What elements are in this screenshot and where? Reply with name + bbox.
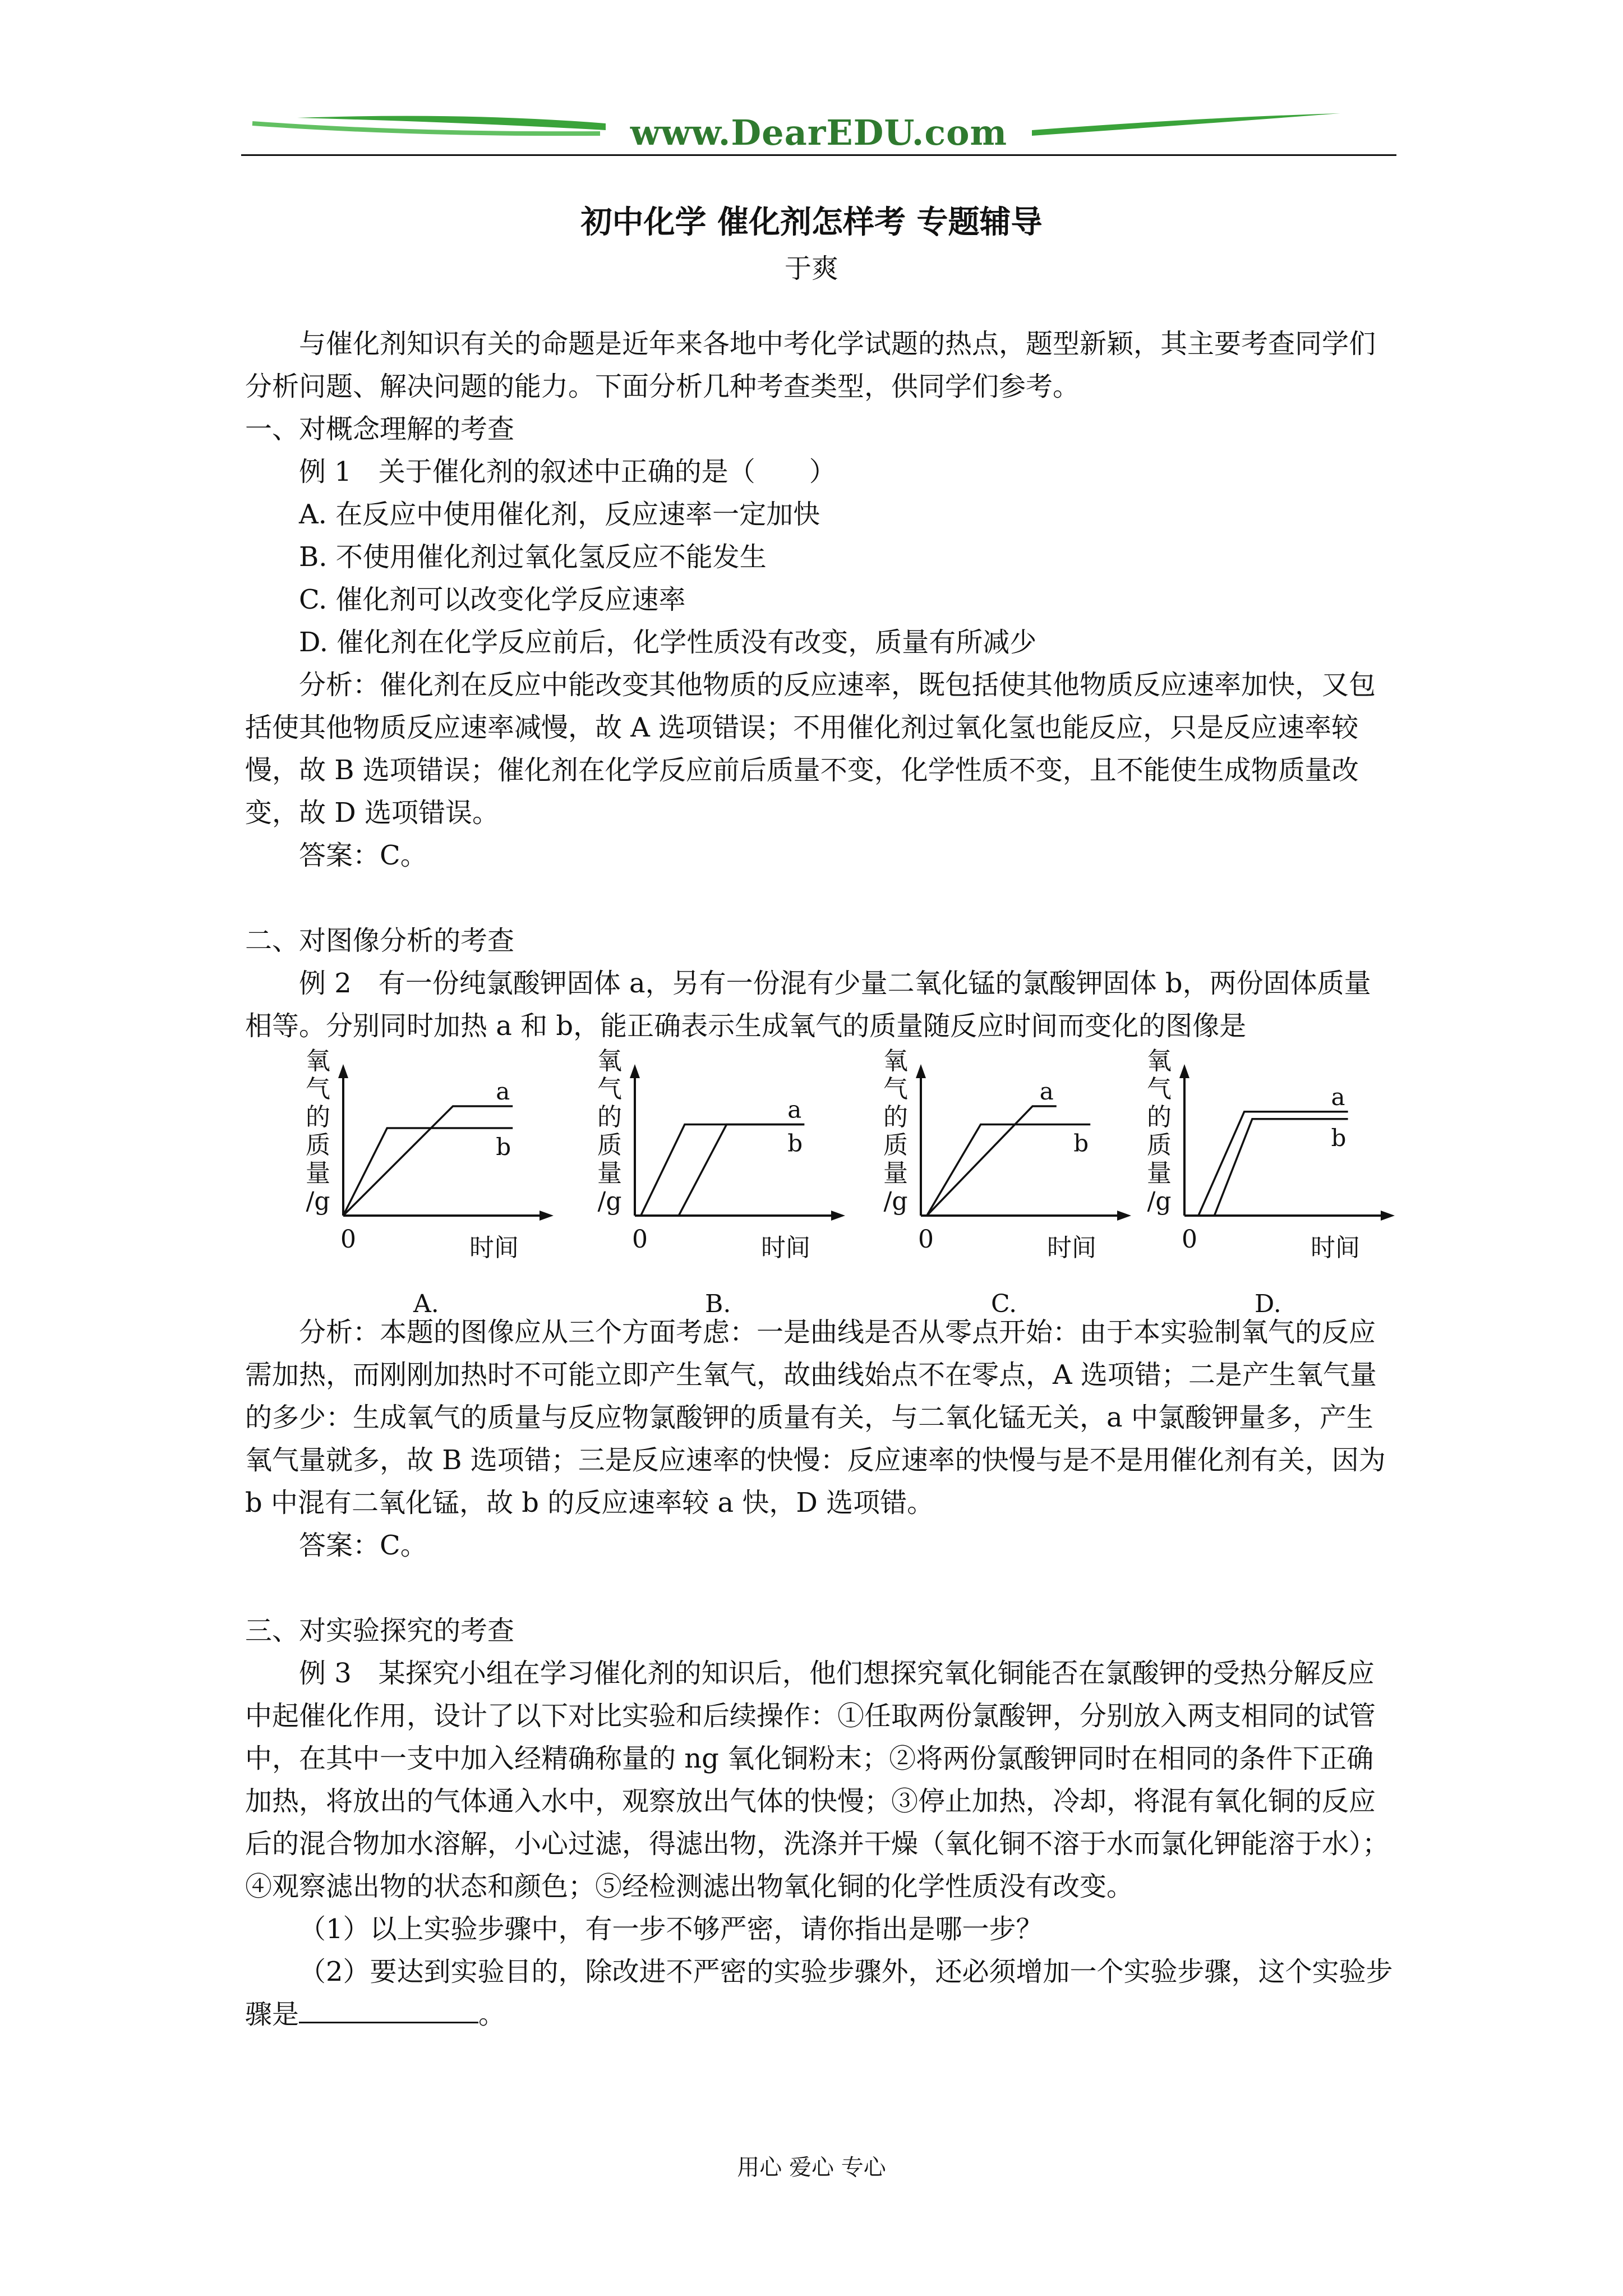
y-axis-arrow: [338, 1064, 348, 1078]
series-line-b: [343, 1128, 513, 1216]
section3-heading: 三、对实验探究的考查: [245, 1615, 515, 1646]
y-label-char: 气: [883, 1075, 908, 1103]
chart-origin: 0: [632, 1225, 648, 1254]
section2-heading: 二、对图像分析的考查: [245, 925, 515, 956]
example1-option-c: C. 催化剂可以改变化学反应速率: [299, 584, 686, 615]
chart-origin: 0: [340, 1225, 356, 1254]
x-axis-arrow: [831, 1211, 845, 1221]
series-label-b: b: [1331, 1124, 1347, 1152]
series-line-b: [679, 1125, 804, 1216]
y-label-char: /g: [306, 1187, 330, 1216]
chart-option-label: D.: [1255, 1290, 1281, 1318]
section1-heading: 一、对概念理解的考查: [245, 413, 515, 445]
chart-x-label: 时间: [1047, 1234, 1096, 1262]
y-label-char: 气: [306, 1075, 330, 1103]
chart-option-label: A.: [413, 1290, 439, 1318]
series-label-a: a: [1039, 1078, 1054, 1105]
header-rule: [241, 154, 1396, 156]
y-label-char: 氧: [1147, 1047, 1172, 1075]
y-axis-arrow: [916, 1064, 926, 1078]
series-label-b: b: [1073, 1129, 1089, 1157]
intro-paragraph: 与催化剂知识有关的命题是近年来各地中考化学试题的热点，题型新颖，其主要考查同学们分析问题、解决问题的能力。下面分析几种考查类型，供同学们参考。: [245, 328, 1376, 402]
chart-option-label: C.: [991, 1290, 1017, 1318]
chart-row: [245, 1047, 1395, 1318]
series-line-a: [927, 1106, 1057, 1216]
page-title: 初中化学 催化剂怎样考 专题辅导: [580, 204, 1043, 241]
series-label-a: a: [496, 1078, 510, 1105]
series-label-b: b: [787, 1129, 803, 1157]
y-label-char: 气: [1147, 1075, 1172, 1103]
spacer: [245, 1567, 1395, 1609]
y-axis-arrow: [1179, 1064, 1189, 1078]
spacer: [245, 877, 1395, 919]
series-label-a: a: [1331, 1083, 1345, 1111]
series-label-b: b: [496, 1133, 511, 1161]
y-label-char: 质: [306, 1131, 330, 1159]
y-label-char: 气: [597, 1075, 622, 1103]
y-label-char: /g: [597, 1187, 622, 1216]
series-label-a: a: [787, 1096, 802, 1124]
series-line-a: [641, 1125, 805, 1216]
example2-question: 例 2 有一份纯氯酸钾固体 a，另有一份混有少量二氧化锰的氯酸钾固体 b，两份固体质量相等。分别同时加热 a 和 b，能正确表示生成氧气的质量随反应时间而变化的图像是: [245, 968, 1371, 1042]
chart-d-svg: [1142, 1047, 1400, 1283]
example2-analysis: 分析：本题的图像应从三个方面考虑：一是曲线是否从零点开始：由于本实验制氧气的反应需加热，而刚刚加热时不可能立即产生氧气，故曲线始点不在零点，A 选项错；二是产生氧气量的多少：生成氧气的质量与反应物氯酸钾的质量有关，与二氧化锰无关，a 中氯酸钾量多，产生氧气量就多，故 B 选项错；三是反应速率的快慢：反应速率的快慢与是不是用催化剂有关，因为 b 中混有二氧化锰，故 b 的反应速率较 a 快，D 选项错。: [245, 1317, 1386, 1519]
y-label-char: 的: [306, 1103, 330, 1131]
chart-a: [301, 1047, 559, 1318]
example3-question: 例 3 某探究小组在学习催化剂的知识后，他们想探究氧化铜能否在氯酸钾的受热分解反应中起催化作用，设计了以下对比实验和后续操作：①任取两份氯酸钾，分别放入两支相同的试管中，在其中一支中加入经精确称量的 ng 氧化铜粉末；②将两份氯酸钾同时在相同的条件下正确加热，将放出的气体通入水中，观察放出气体的快慢；③停止加热，冷却，将混有氧化铜的反应后的混合物加水溶解，小心过滤，得滤出物，洗涤并干燥（氧化铜不溶于水而氯化钾能溶于水）；④观察滤出物的状态和颜色；⑤经检测滤出物氧化铜的化学性质没有改变。: [245, 1658, 1390, 1902]
y-label-char: 量: [597, 1159, 622, 1188]
y-label-char: 氧: [306, 1047, 330, 1075]
example3-q2-end: 。: [478, 1999, 506, 2030]
y-label-char: 质: [1147, 1131, 1172, 1159]
y-label-char: 氧: [883, 1047, 908, 1075]
chart-c: [879, 1047, 1137, 1318]
y-label-char: 量: [883, 1159, 908, 1188]
y-label-char: 质: [597, 1131, 622, 1159]
chart-origin: 0: [918, 1225, 934, 1254]
author: 于爽: [784, 253, 838, 284]
x-axis-arrow: [540, 1211, 554, 1221]
chart-option-label: B.: [705, 1290, 731, 1318]
example2-answer: 答案：C。: [299, 1530, 427, 1561]
x-axis-arrow: [1117, 1211, 1131, 1221]
y-label-char: 量: [1147, 1159, 1172, 1188]
y-axis-arrow: [630, 1064, 640, 1078]
site-logo-text: www.DearEDU.com: [630, 112, 1008, 153]
y-label-char: 的: [883, 1103, 908, 1131]
y-label-char: 的: [597, 1103, 622, 1131]
example1-option-a: A. 在反应中使用催化剂，反应速率一定加快: [299, 499, 820, 530]
answer-blank[interactable]: [299, 1996, 478, 2023]
chart-x-label: 时间: [1311, 1234, 1360, 1262]
chart-b: [593, 1047, 851, 1318]
y-label-char: /g: [1147, 1187, 1172, 1216]
chart-origin: 0: [1182, 1225, 1197, 1254]
chart-x-label: 时间: [469, 1234, 519, 1262]
example1-question: 例 1 关于催化剂的叙述中正确的是（ ）: [299, 456, 836, 487]
chart-b-svg: [593, 1047, 851, 1283]
chart-d: [1142, 1047, 1400, 1318]
example1-answer: 答案：C。: [299, 840, 427, 871]
article-body: [245, 323, 1395, 2036]
example1-analysis: 分析：催化剂在反应中能改变其他物质的反应速率，既包括使其他物质反应速率加快，又包括使其他物质反应速率减慢，故 A 选项错误；不用催化剂过氧化氢也能反应，只是反应速率较慢，故 B 选项错误；催化剂在化学反应前后质量不变，化学性质不变，且不能使生成物质量改变，故 D 选项错误。: [245, 669, 1376, 829]
example1-option-b: B. 不使用催化剂过氧化氢反应不能发生: [299, 541, 767, 573]
y-label-char: /g: [883, 1187, 908, 1216]
series-line-b: [927, 1125, 1091, 1216]
y-label-char: 的: [1147, 1103, 1172, 1131]
example3-q2: [245, 1950, 1395, 2036]
page-footer: 用心 爱心 专心: [737, 2155, 886, 2180]
y-label-char: 氧: [597, 1047, 622, 1075]
example3-q1: （1）以上实验步骤中，有一步不够严密，请你指出是哪一步？: [299, 1913, 1043, 1945]
y-label-char: 质: [883, 1131, 908, 1159]
x-axis-arrow: [1381, 1211, 1395, 1221]
chart-c-svg: [879, 1047, 1137, 1283]
y-label-char: 量: [306, 1159, 330, 1188]
page-header: [241, 101, 1396, 168]
chart-a-svg: [301, 1047, 559, 1283]
example1-option-d: D. 催化剂在化学反应前后，化学性质没有改变，质量有所减少: [299, 627, 1037, 658]
chart-x-label: 时间: [761, 1234, 810, 1262]
series-line-a: [343, 1106, 513, 1216]
example3-q2-text: （2）要达到实验目的，除改进不严密的实验步骤外，还必须增加一个实验步骤，这个实验步骤是: [245, 1956, 1393, 2030]
